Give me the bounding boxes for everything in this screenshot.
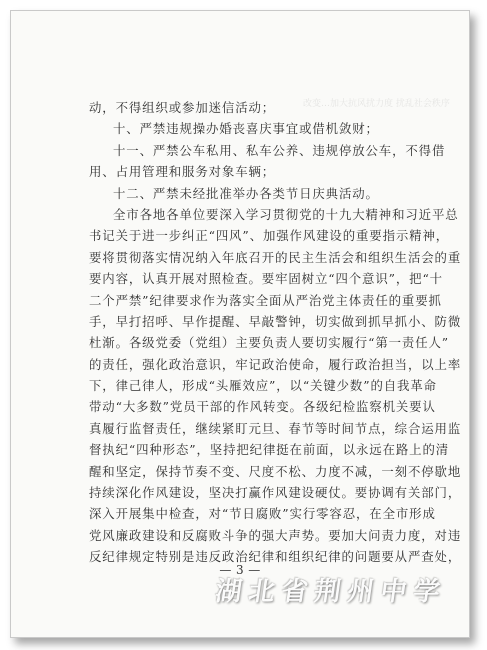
document-body [89, 97, 462, 568]
bleed-through-text: 改变…加大抗风扰力度 扰乱社会秩序 [303, 99, 450, 109]
text-line: 党风廉政建设和反腐败斗争的强大声势。要加大问责力度，对违 [89, 527, 462, 543]
text-line: 要将贯彻落实情况纳入年底召开的民主生活会和组织生活会的重 [89, 249, 462, 265]
document-page [10, 10, 470, 638]
text-line: 的责任，强化政治意识，牢记政治使命，履行政治担当，以上率 [89, 356, 462, 372]
text-line: 书记关于进一步纠正“四风”、加强作风建设的重要指示精神， [89, 228, 450, 244]
page-number: — 3 — [219, 563, 261, 577]
text-line: 下，律己律人，形成“头雁效应”，以“关键少数”的自我革命 [89, 378, 437, 394]
text-line: 真履行监督责任，继续紧盯元旦、春节等时间节点，综合运用监 [89, 420, 462, 436]
text-line: 十、严禁违规操办婚丧喜庆事宜或借机敛财； [113, 121, 379, 137]
text-line: 动，不得组织或参加迷信活动； [89, 100, 276, 115]
text-line: 十一、严禁公车私用、私车公养、违规停放公车，不得借 [113, 142, 446, 158]
text-line: 用、占用管理和服务对象车辆； [89, 164, 276, 180]
text-line: 要内容，认真开展对照检查。要牢固树立“四个意识”，把“十 [89, 271, 443, 287]
text-line: 醒和坚定，保持节奏不变、尺度不松、力度不减，一刻不停歇地 [89, 463, 462, 479]
text-line: 带动“大多数”党员干部的作风转变。各级纪检监察机关要认 [89, 399, 436, 415]
text-line: 反纪律规定特别是违反政治纪律和组织纪律的问题要从严查处， [89, 549, 462, 565]
school-watermark: 湖北省荆州中学 [213, 577, 449, 607]
text-line: 手，早打招呼、早作提醒、早敲警钟，切实做到抓早抓小、防微 [89, 313, 462, 329]
text-line: 杜渐。各级党委（党组）主要负责人要切实履行“第一责任人” [89, 335, 450, 351]
text-line: 二个严禁”纪律要求作为落实全面从严治党主体责任的重要抓 [89, 292, 442, 308]
text-line: 持续深化作风建设，坚决打赢作风建设硬仗。要协调有关部门， [89, 485, 462, 501]
text-line: 督执纪“四种形态”，坚持把纪律挺在前面，以永远在路上的清 [89, 442, 450, 458]
text-line: 全市各地各单位要深入学习贯彻党的十九大精神和习近平总 [113, 206, 459, 222]
text-line: 深入开展集中检查，对“节日腐败”实行零容忍，在全市形成 [89, 506, 436, 522]
text-line: 十二、严禁未经批准举办各类节日庆典活动。 [113, 185, 379, 201]
